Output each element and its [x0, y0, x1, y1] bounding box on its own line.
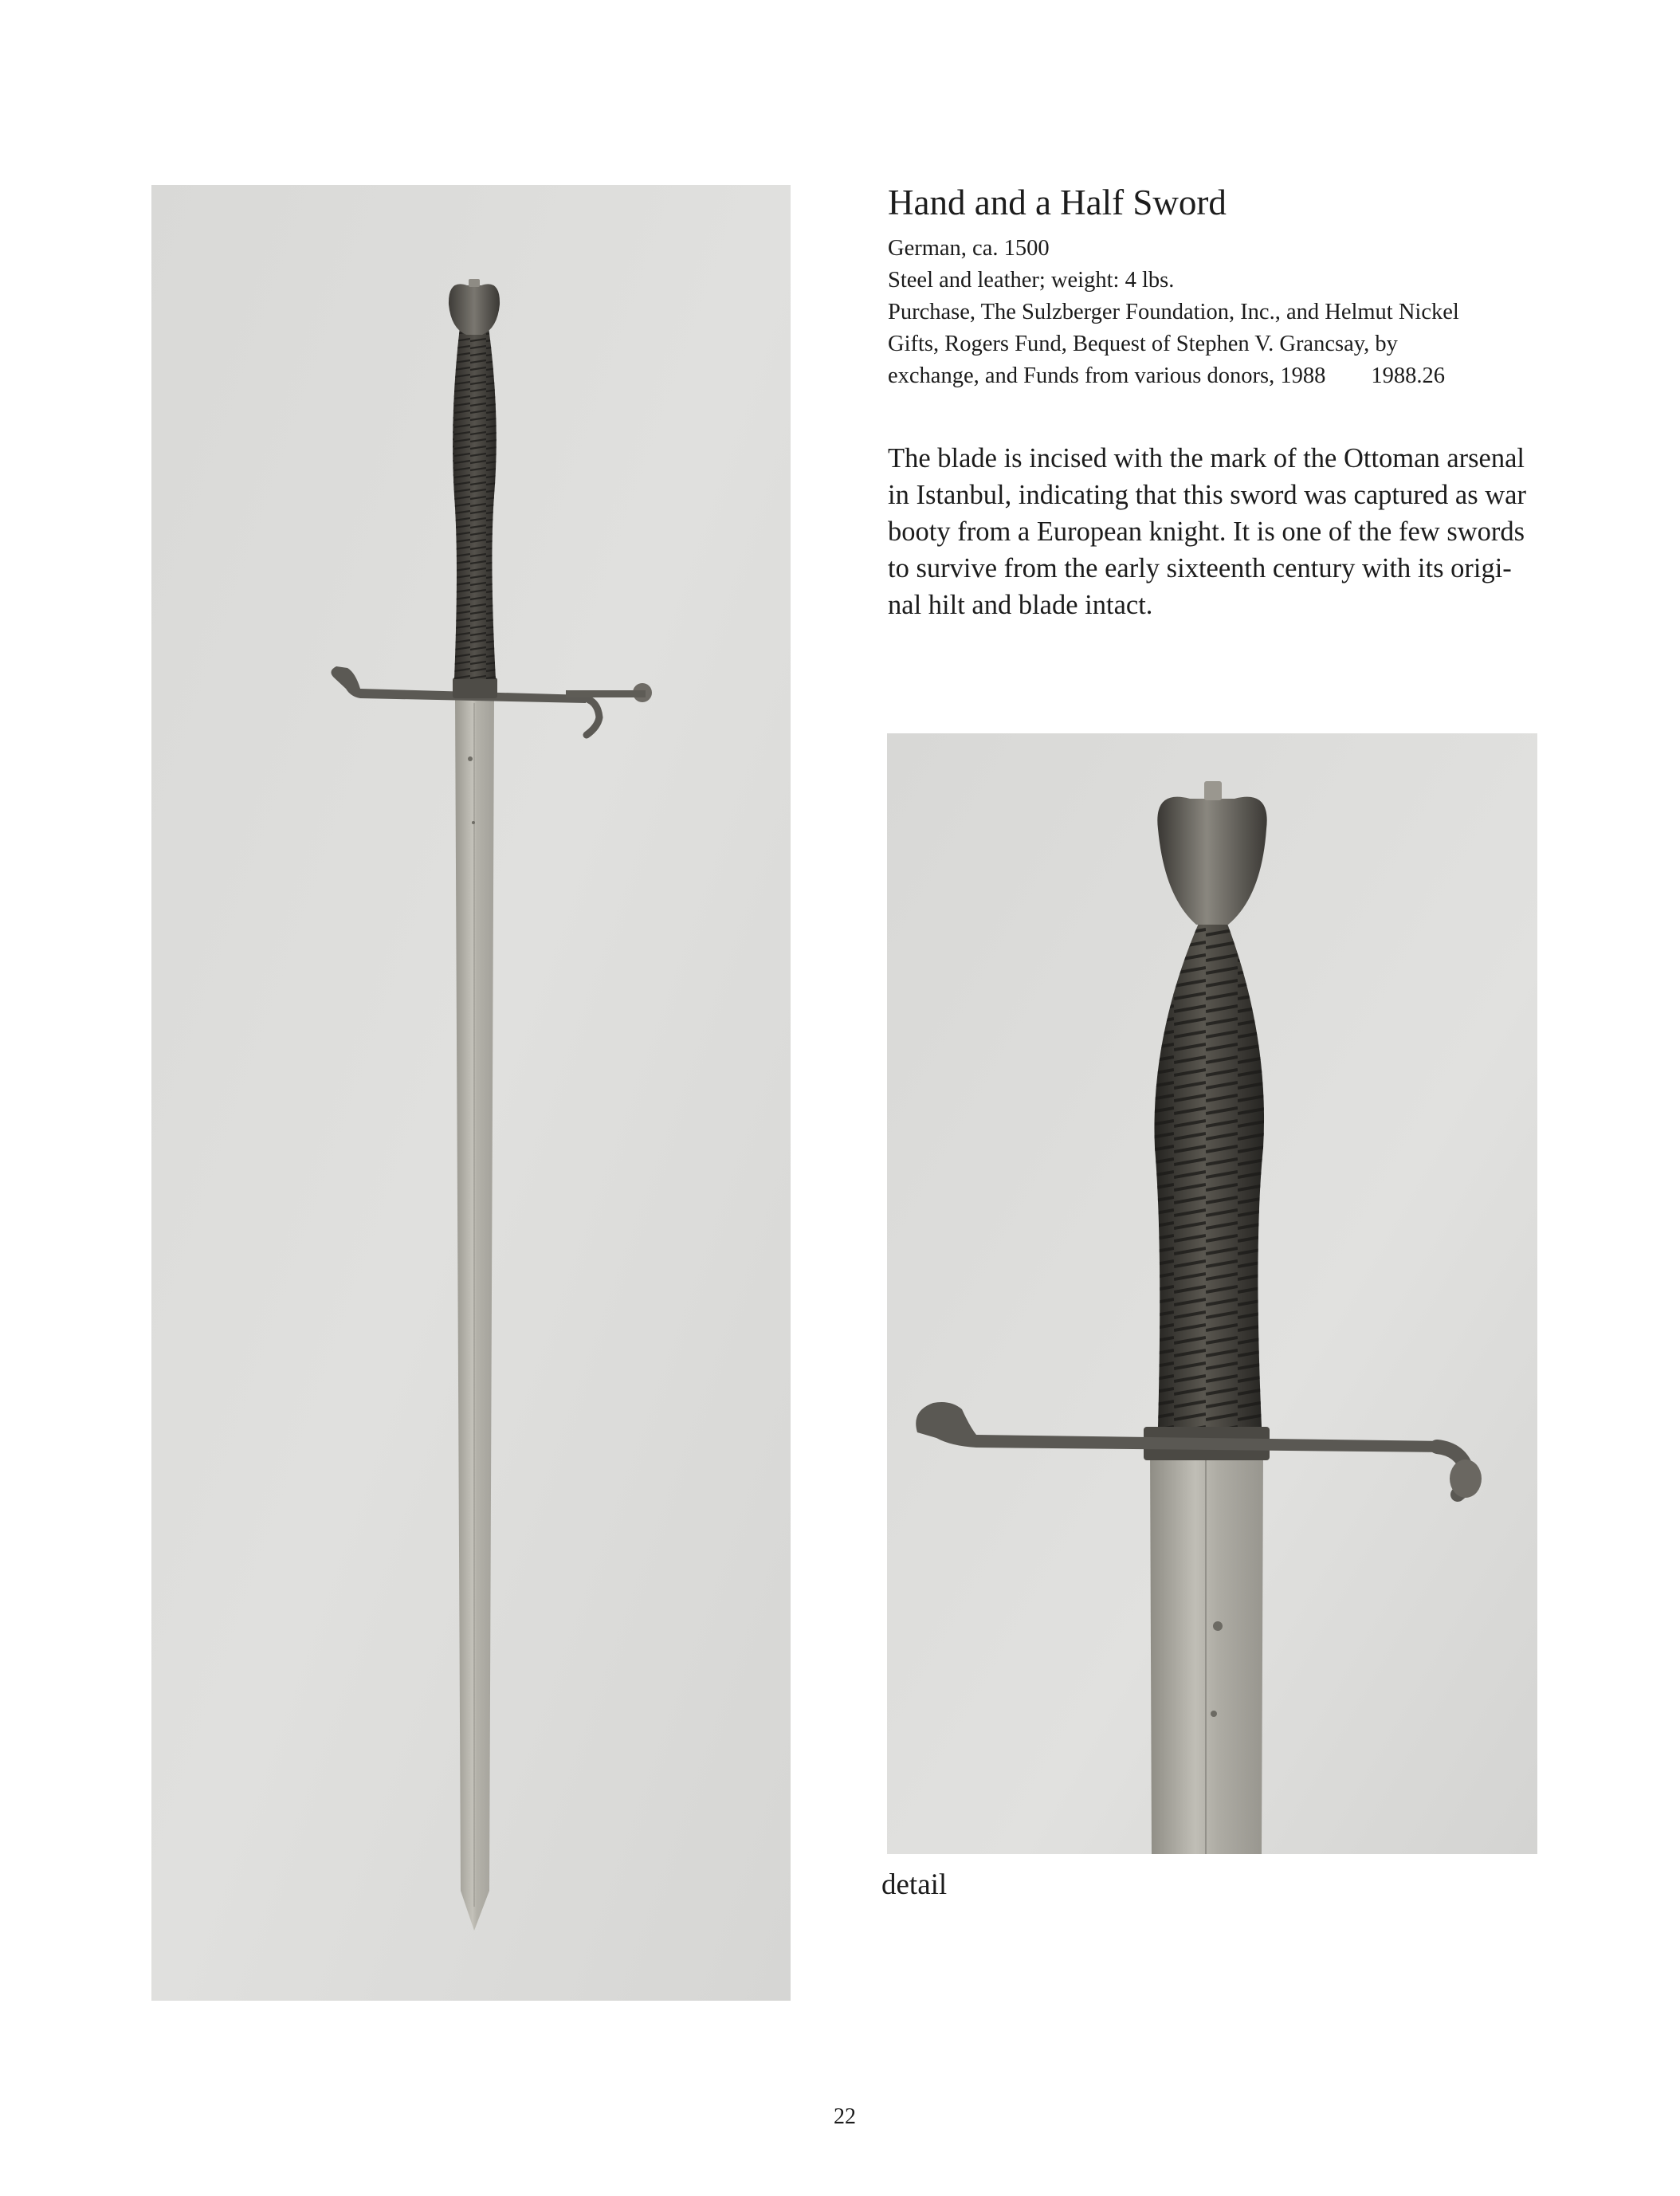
detail-caption: detail — [881, 1868, 948, 1901]
description-line: The blade is incised with the mark of the Ottoman arsenal — [888, 443, 1525, 473]
sword-detail-photo — [887, 733, 1537, 1854]
sword-full-photo — [151, 185, 791, 2001]
description-line: nal hilt and blade intact. — [888, 590, 1153, 620]
object-materials: Steel and leather; weight: 4 lbs. — [888, 268, 1175, 293]
crossguard-terminal-detail — [1450, 1459, 1482, 1498]
description-line: to survive from the early sixteenth century with its origi- — [888, 553, 1512, 583]
object-origin: German, ca. 1500 — [888, 236, 1050, 261]
credit-line-2: Gifts, Rogers Fund, Bequest of Stephen V. Grancsay, by — [888, 332, 1398, 356]
credit-line-3: exchange, and Funds from various donors, 1988 1988.26 — [888, 363, 1445, 388]
object-title: Hand and a Half Sword — [888, 183, 1227, 222]
page-number: 22 — [834, 2104, 856, 2129]
description-line: in Istanbul, indicating that this sword was captured as war — [888, 480, 1526, 510]
description-line: booty from a European knight. It is one of the few swords — [888, 517, 1525, 547]
object-metadata — [888, 233, 1557, 392]
sword-full-image — [151, 185, 791, 2001]
object-description — [888, 440, 1557, 623]
sword-detail-image — [887, 733, 1537, 1854]
credit-line-1: Purchase, The Sulzberger Foundation, Inc., and Helmut Nickel — [888, 300, 1459, 324]
